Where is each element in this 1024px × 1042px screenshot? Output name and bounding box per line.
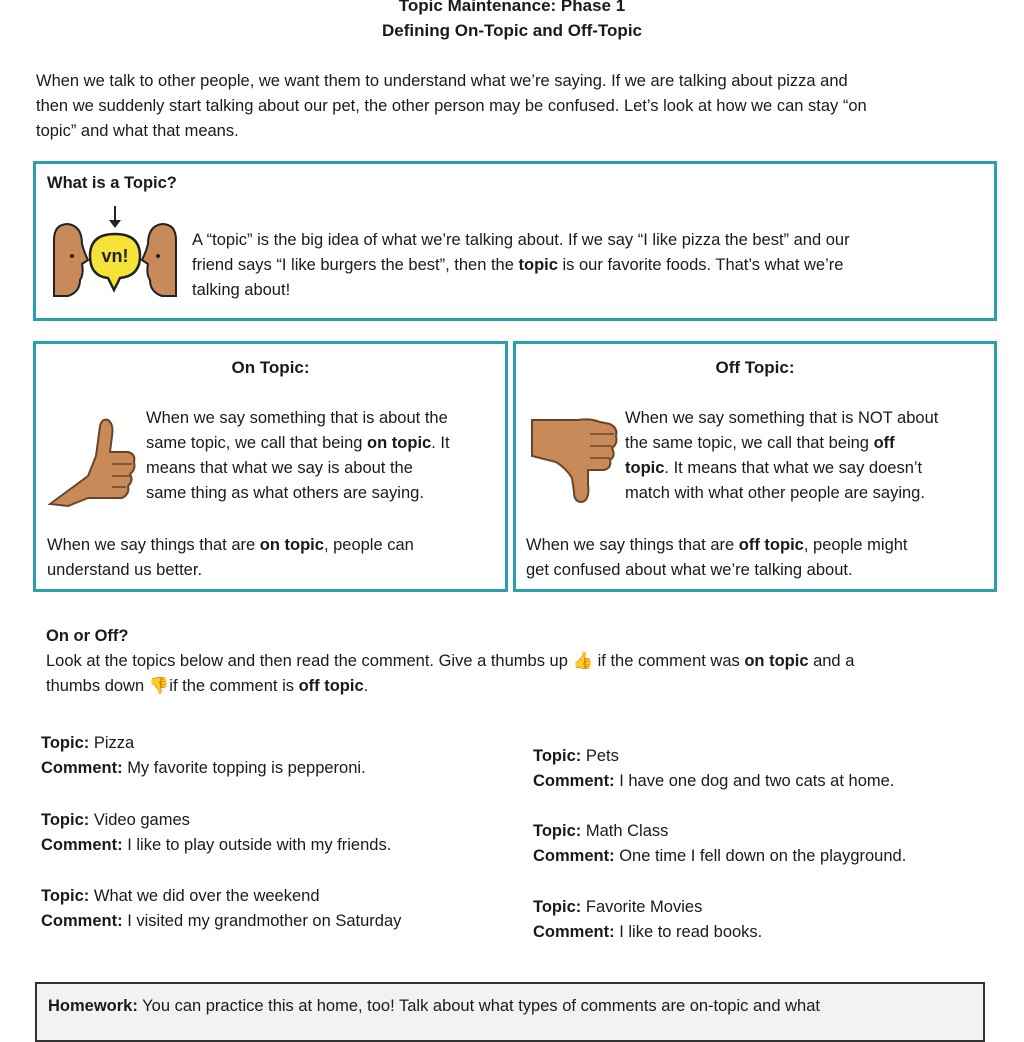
comment-value: My favorite topping is pepperoni. (127, 759, 366, 777)
page-title: Topic Maintenance: Phase 1 (398, 0, 626, 15)
bold-term: on topic (259, 536, 324, 554)
topic-value: Favorite Movies (585, 898, 703, 916)
on-topic-footer-line (47, 533, 414, 558)
comment-line (533, 769, 894, 794)
topic-label: Topic: (41, 811, 90, 829)
bold-term: off topic (738, 536, 804, 554)
comment-label: Comment: (41, 912, 123, 930)
what-is-topic-box (33, 161, 997, 321)
comment-label: Comment: (533, 847, 615, 865)
text-span: . It means that what we say doesn’t (664, 459, 923, 477)
off-topic-definition (625, 406, 938, 506)
bold-term: on topic (367, 434, 432, 452)
on-topic-footer-line: understand us better. (47, 561, 203, 579)
text-span: if the comment was (593, 652, 745, 670)
topic-label: Topic: (41, 734, 90, 752)
homework-text: You can practice this at home, too! Talk about what types of comments are on-topic and what (137, 997, 820, 1015)
on-topic-line: same thing as what others are saying. (146, 484, 424, 502)
topic-item (533, 744, 894, 794)
on-topic-box (33, 341, 508, 592)
topic-line (533, 895, 762, 920)
homework-label: Homework: (48, 997, 138, 1015)
off-topic-line (625, 431, 938, 456)
bold-term: off (873, 434, 895, 452)
bold-term: on topic (744, 652, 809, 670)
text-span: When we say things that are (526, 536, 739, 554)
text-span: if the comment is (169, 677, 299, 695)
thumbs-down-emoji-icon: 👎 (148, 677, 170, 695)
topic-value: Pets (585, 747, 619, 765)
homework-line (48, 994, 820, 1019)
intro-paragraph (36, 69, 996, 144)
bold-term: off topic (298, 677, 364, 695)
page-subtitle: Defining On-Topic and Off-Topic (382, 21, 642, 40)
topic-definition-line: talking about! (192, 281, 291, 299)
off-topic-footer (526, 533, 908, 583)
text-span: is our favorite foods. That’s what we’re (557, 256, 844, 274)
text-span: Look at the topics below and then read the comment. Give a thumbs up (46, 652, 573, 670)
comment-value: One time I fell down on the playground. (619, 847, 907, 865)
comment-value: I have one dog and two cats at home. (619, 772, 895, 790)
thumbs-up-emoji-icon: 👍 (572, 652, 594, 670)
text-span: . It (431, 434, 450, 452)
off-topic-line: When we say something that is NOT about (625, 409, 939, 427)
topic-label: Topic: (41, 887, 90, 905)
topic-label: Topic: (533, 898, 582, 916)
text-span: thumbs down (46, 677, 149, 695)
comment-label: Comment: (533, 923, 615, 941)
off-topic-line: match with what other people are saying. (625, 484, 925, 502)
svg-text:vn!: vn! (101, 246, 129, 266)
topic-line (41, 731, 366, 756)
comment-line (41, 756, 366, 781)
topic-label: Topic: (533, 822, 582, 840)
bold-term: topic (518, 256, 558, 274)
comment-line (41, 833, 391, 858)
topic-label: Topic: (533, 747, 582, 765)
comment-value: I like to play outside with my friends. (127, 836, 392, 854)
comment-line (533, 844, 906, 869)
text-span: . (363, 677, 369, 695)
on-topic-definition (146, 406, 450, 506)
text-span: When we say things that are (47, 536, 260, 554)
topic-line (41, 808, 391, 833)
intro-line: then we suddenly start talking about our pet, the other person may be confused. Let’s look at how we can stay “on (36, 97, 867, 115)
comment-line (41, 909, 401, 934)
what-is-topic-heading: What is a Topic? (47, 174, 177, 192)
topic-value: What we did over the weekend (93, 887, 320, 905)
thumbs-up-icon (48, 416, 138, 508)
comment-line (533, 920, 762, 945)
text-span: friend says “I like burgers the best”, then the (192, 256, 519, 274)
text-span: same topic, we call that being (146, 434, 368, 452)
on-or-off-section (46, 624, 854, 699)
text-span: the same topic, we call that being (625, 434, 874, 452)
on-topic-line: means that what we say is about the (146, 459, 413, 477)
on-topic-heading: On Topic: (231, 358, 310, 377)
text-span: , people can (323, 536, 414, 554)
topic-value: Video games (93, 811, 190, 829)
bold-term: topic (625, 459, 665, 477)
comment-label: Comment: (41, 836, 123, 854)
on-topic-line (146, 431, 450, 456)
text-span: and a (808, 652, 855, 670)
comment-label: Comment: (41, 759, 123, 777)
topic-item (41, 884, 401, 934)
on-topic-footer (47, 533, 414, 583)
topic-item (533, 895, 762, 945)
on-topic-line: When we say something that is about the (146, 409, 448, 427)
off-topic-footer-line: get confused about what we’re talking about. (526, 561, 853, 579)
comment-label: Comment: (533, 772, 615, 790)
comment-value: I like to read books. (619, 923, 763, 941)
topic-value: Pizza (93, 734, 135, 752)
talking-heads-icon (50, 204, 180, 314)
off-topic-line (625, 456, 938, 481)
on-or-off-heading: On or Off? (46, 627, 129, 645)
off-topic-footer-line (526, 533, 908, 558)
intro-line: topic” and what that means. (36, 122, 239, 140)
comment-value: I visited my grandmother on Saturday (127, 912, 402, 930)
topic-item (41, 731, 366, 781)
off-topic-box (513, 341, 997, 592)
instruction-line (46, 649, 854, 674)
topic-value: Math Class (585, 822, 669, 840)
off-topic-heading: Off Topic: (715, 358, 795, 377)
homework-box (35, 982, 985, 1042)
text-span: , people might (803, 536, 908, 554)
topic-line (533, 744, 894, 769)
intro-line: When we talk to other people, we want them to understand what we’re saying. If we are talking about pizza and (36, 72, 848, 90)
topic-item (533, 819, 906, 869)
topic-line (533, 819, 906, 844)
topic-definition-line: A “topic” is the big idea of what we’re talking about. If we say “I like pizza the best” and our (192, 231, 850, 249)
topic-item (41, 808, 391, 858)
topic-definition-line (192, 253, 850, 278)
instruction-line (46, 674, 854, 699)
thumbs-down-icon (530, 416, 618, 506)
topic-line (41, 884, 401, 909)
topic-definition (192, 228, 850, 303)
